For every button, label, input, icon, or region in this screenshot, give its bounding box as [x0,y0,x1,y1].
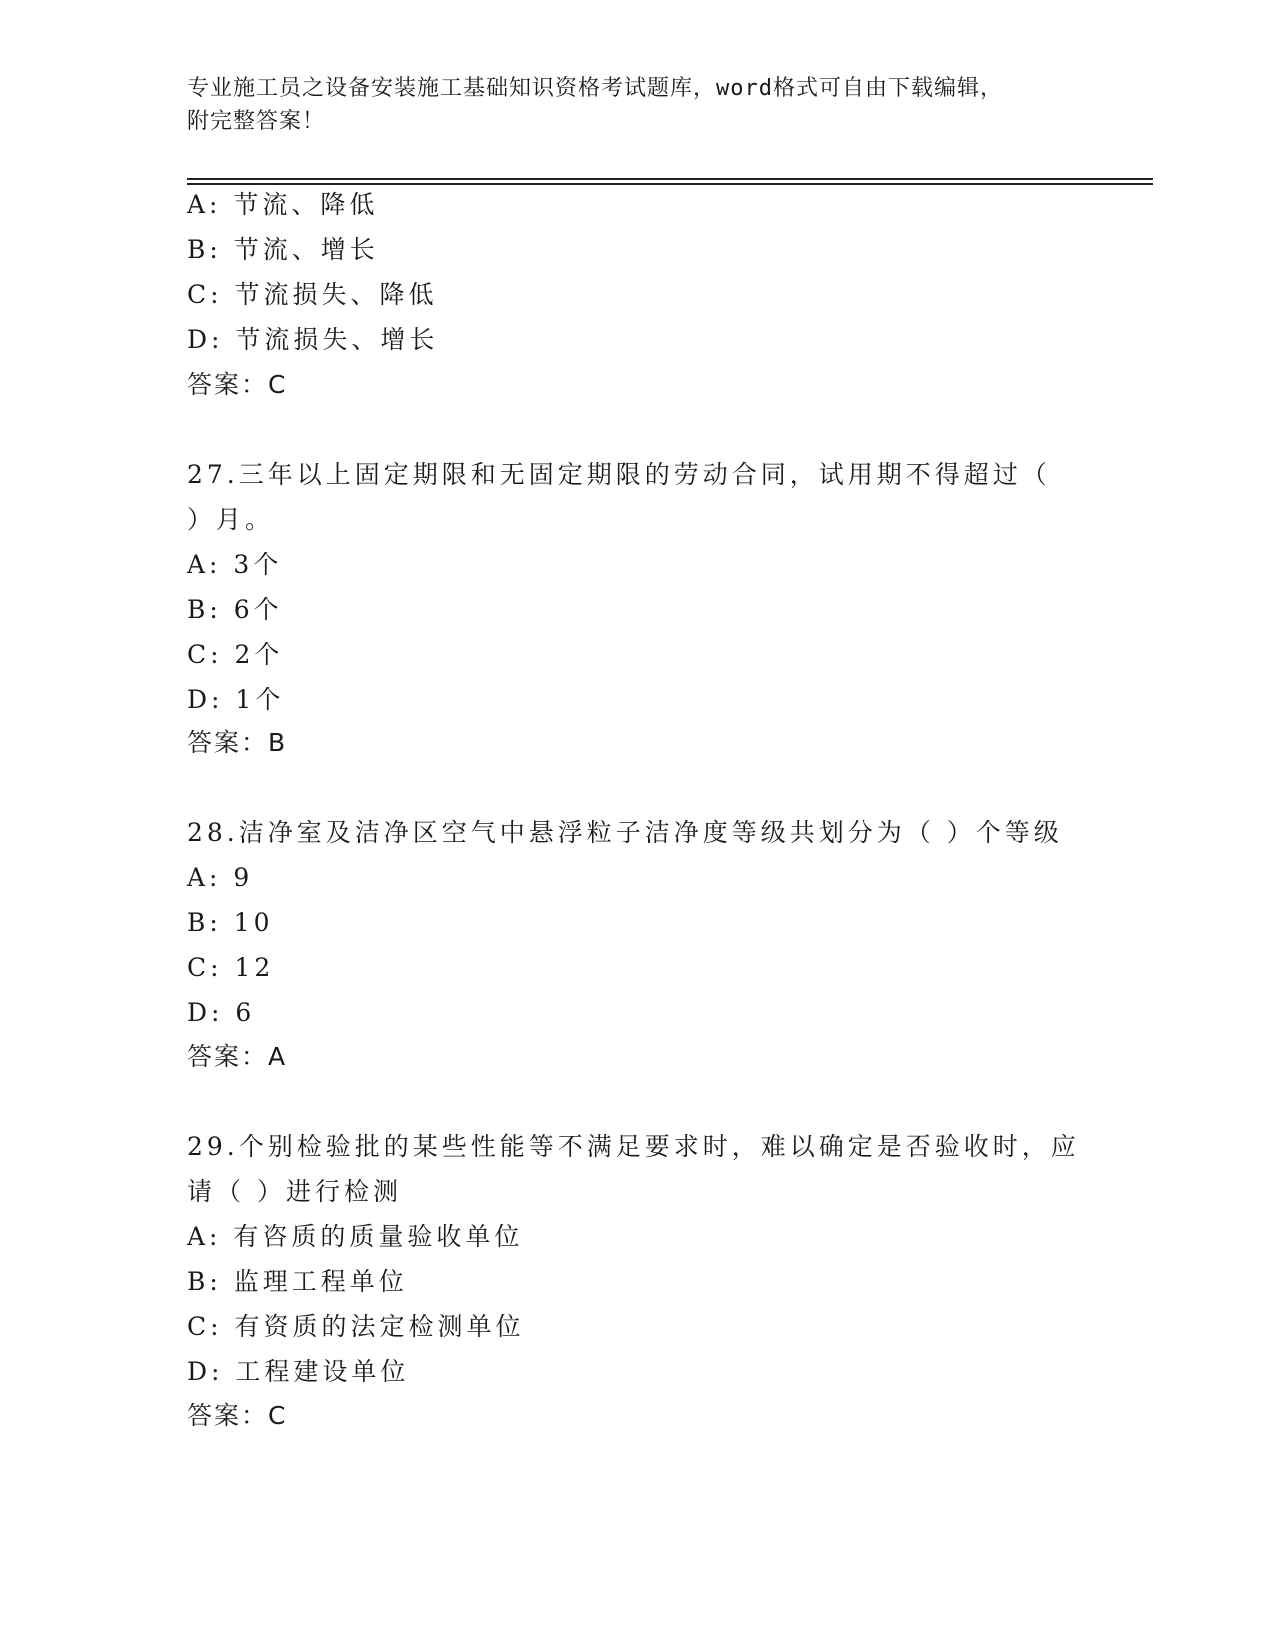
option-d: D: 工程建设单位 [187,1357,410,1386]
question-29-text-cont: 请（ ）进行检测 [187,1177,402,1206]
option-b: B: 6个 [187,595,283,624]
header-divider-bottom [187,183,1153,185]
header-divider-top [187,178,1153,180]
answer: 答案：C [187,1401,288,1430]
option-a: A: 节流、降低 [187,190,379,219]
document-header [187,72,1087,138]
option-c: C: 有资质的法定检测单位 [187,1312,525,1341]
option-b: B: 节流、增长 [187,235,379,264]
option-b: B: 10 [187,908,274,937]
option-d: D: 1个 [187,685,285,714]
answer: 答案：A [187,1042,288,1071]
question-27-text: 27.三年以上固定期限和无固定期限的劳动合同，试用期不得超过（ [187,460,1051,489]
question-27-text-cont: ）月。 [187,505,275,534]
answer: 答案：B [187,728,288,757]
option-c: C: 节流损失、降低 [187,280,438,309]
option-b: B: 监理工程单位 [187,1267,408,1296]
option-a: A: 9 [187,863,254,892]
option-c: C: 12 [187,953,275,982]
answer: 答案：C [187,370,288,399]
option-d: D: 节流损失、增长 [187,325,439,354]
option-d: D: 6 [187,998,256,1027]
header-line-2: 附完整答案！ [187,109,326,134]
question-28-text: 28.洁净室及洁净区空气中悬浮粒子洁净度等级共划分为（ ）个等级 [187,818,1063,847]
header-line-1: 专业施工员之设备安装施工基础知识资格考试题库，word格式可自由下载编辑， [187,76,1003,101]
question-29-text: 29.个别检验批的某些性能等不满足要求时，难以确定是否验收时，应 [187,1132,1080,1161]
option-a: A: 有咨质的质量验收单位 [187,1222,524,1251]
option-a: A: 3个 [187,550,283,579]
option-c: C: 2个 [187,640,284,669]
